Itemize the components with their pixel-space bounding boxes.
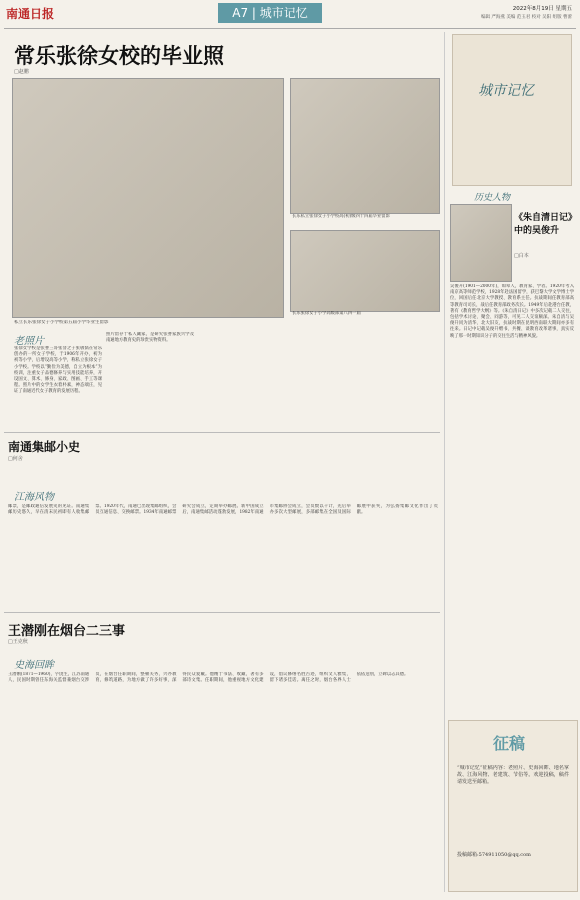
photo-caption-2: 长乐私立张徐女子小学校高(初)级四十四届毕业留影 <box>292 214 390 219</box>
article3-author: □王克秋 <box>8 639 28 645</box>
photo-graduation-3 <box>290 230 440 312</box>
masthead <box>0 0 580 30</box>
notice-body: “城市记忆”征稿内容：老照片、史海回眸、地名掌故、江海风物、老建筑、节俗等。欢迎投稿，稿件请发送至邮箱。 <box>457 765 569 785</box>
column-label-city-memory: 城市记忆 <box>478 83 534 99</box>
city-memory-emblem <box>452 34 572 186</box>
column-label-history: 史海回眸 <box>14 660 54 671</box>
article1-author: □赵鹏 <box>14 69 29 75</box>
article-right-author: □白本 <box>514 253 529 259</box>
editor-credits: 编辑 严海燕 美编 范玉君 校对 吴阳 组版 曹蕾 <box>480 15 572 20</box>
issue-date: 2022年8月19日 星期五 <box>512 6 572 12</box>
article2-body: 邮票，是邮政通信发展史的见证。南通集邮历史悠久，早在清末民初即有人收集邮票。1920年代，南通已出现集邮组织，会员互通信息、交换邮票。1934年南通邮票研究会成立，定期举办邮展。新中国成立后，南通集邮活动蓬勃发展，1982年南通市集邮协会成立，会员数以千计，先后举办多次大型邮展，多部邮集在全国及国际邮展中获奖，为弘扬集邮文化作出了贡献。 <box>8 504 438 516</box>
article1-body-1: 张徐女学校是张謇三哥张詧之子张敬儒在常乐创办的一所女子学校，于1906年开办，初为初等小学，后增设高等小学，称私立张徐女子小学校。学校以“勤俭为美德，自立为根本”为校训，注重女子品德修养与实用技能培养，开设国文、算术、修身、家政、图画、手工等课程。照片中的女学生衣着朴素，神态端庄，见证了南通近代女子教育的发展历程。 <box>14 346 102 395</box>
article1-body-2: 照片留存于私人藏家，是研究张謇家族兴学及南通地方教育史的珍贵实物资料。 <box>106 332 194 344</box>
article-right-title: 《朱自清日记》中的吴俊升 <box>514 213 573 236</box>
article3-title: 王潜刚在烟台二三事 <box>8 624 126 639</box>
photo-caption-1: 私立长乐张徐女子小学校第五届小学毕业生留影 <box>14 320 109 325</box>
photo-graduation-1 <box>12 78 284 318</box>
column-label-old-photo: 老照片 <box>14 336 44 347</box>
article2-title: 南通集邮小史 <box>8 440 81 454</box>
photo-graduation-2 <box>290 78 440 214</box>
column-label-history-figure: 历史人物 <box>474 193 511 203</box>
newspaper-logo: 南通日报 <box>6 7 55 21</box>
portrait-photo <box>450 204 512 282</box>
notice-title: 征稿 <box>493 734 526 753</box>
article1-title: 常乐张徐女校的毕业照 <box>14 44 224 68</box>
article-right-body: 吴俊升(1901—2000年)，如皋人，教育家、学者。1920年考入南京高等师范学校，1928年赴法国留学，获巴黎大学文学博士学位，回国后任北京大学教授、教育系主任。抗战期间任教育部高等教育司司长，战后任教育部政务次长。1949年后赴港台任教，著有《教育哲学大纲》等。《朱自清日记》中多次记载二人交往，包括学术讨论、聚会、同游等，可见二人交谊颇深。朱自清与吴俊升同为清华、北大旧友，抗战时期在昆明西南联大期间亦多有往来。日记中记载吴俊升赠书、共餐、谈教育改革诸事，真实反映了那一时期知识分子的交往生活与精神风貌。 <box>450 284 574 339</box>
article3-body: 王潜刚(1871—1960)，字饶生，江苏南通人，民国时期曾任东海关监督兼烟台交涉员，在烟台任职期间，整顿关务，兴办教育，修筑道路，为地方做了许多好事，深得民众爱戴。他精于书法、收藏，著有多部诗文集。任职期间，他重视地方文化建设，倡议修缮名胜古迹，组织文人雅集，留下诸多佳话。离任之时，烟台各界人士依依送别，立碑以志其德。 <box>8 672 409 684</box>
article2-author: □何舍 <box>8 456 23 462</box>
notice-email: 投稿邮箱:574911050@qq.com <box>457 852 531 858</box>
submission-notice <box>448 720 578 892</box>
column-label-jianghai: 江海风物 <box>14 492 54 503</box>
photo-caption-3: 长乐张徐女子小学高级部第八四一届 <box>292 311 361 316</box>
page-banner: A7 | 城市记忆 <box>218 3 322 23</box>
